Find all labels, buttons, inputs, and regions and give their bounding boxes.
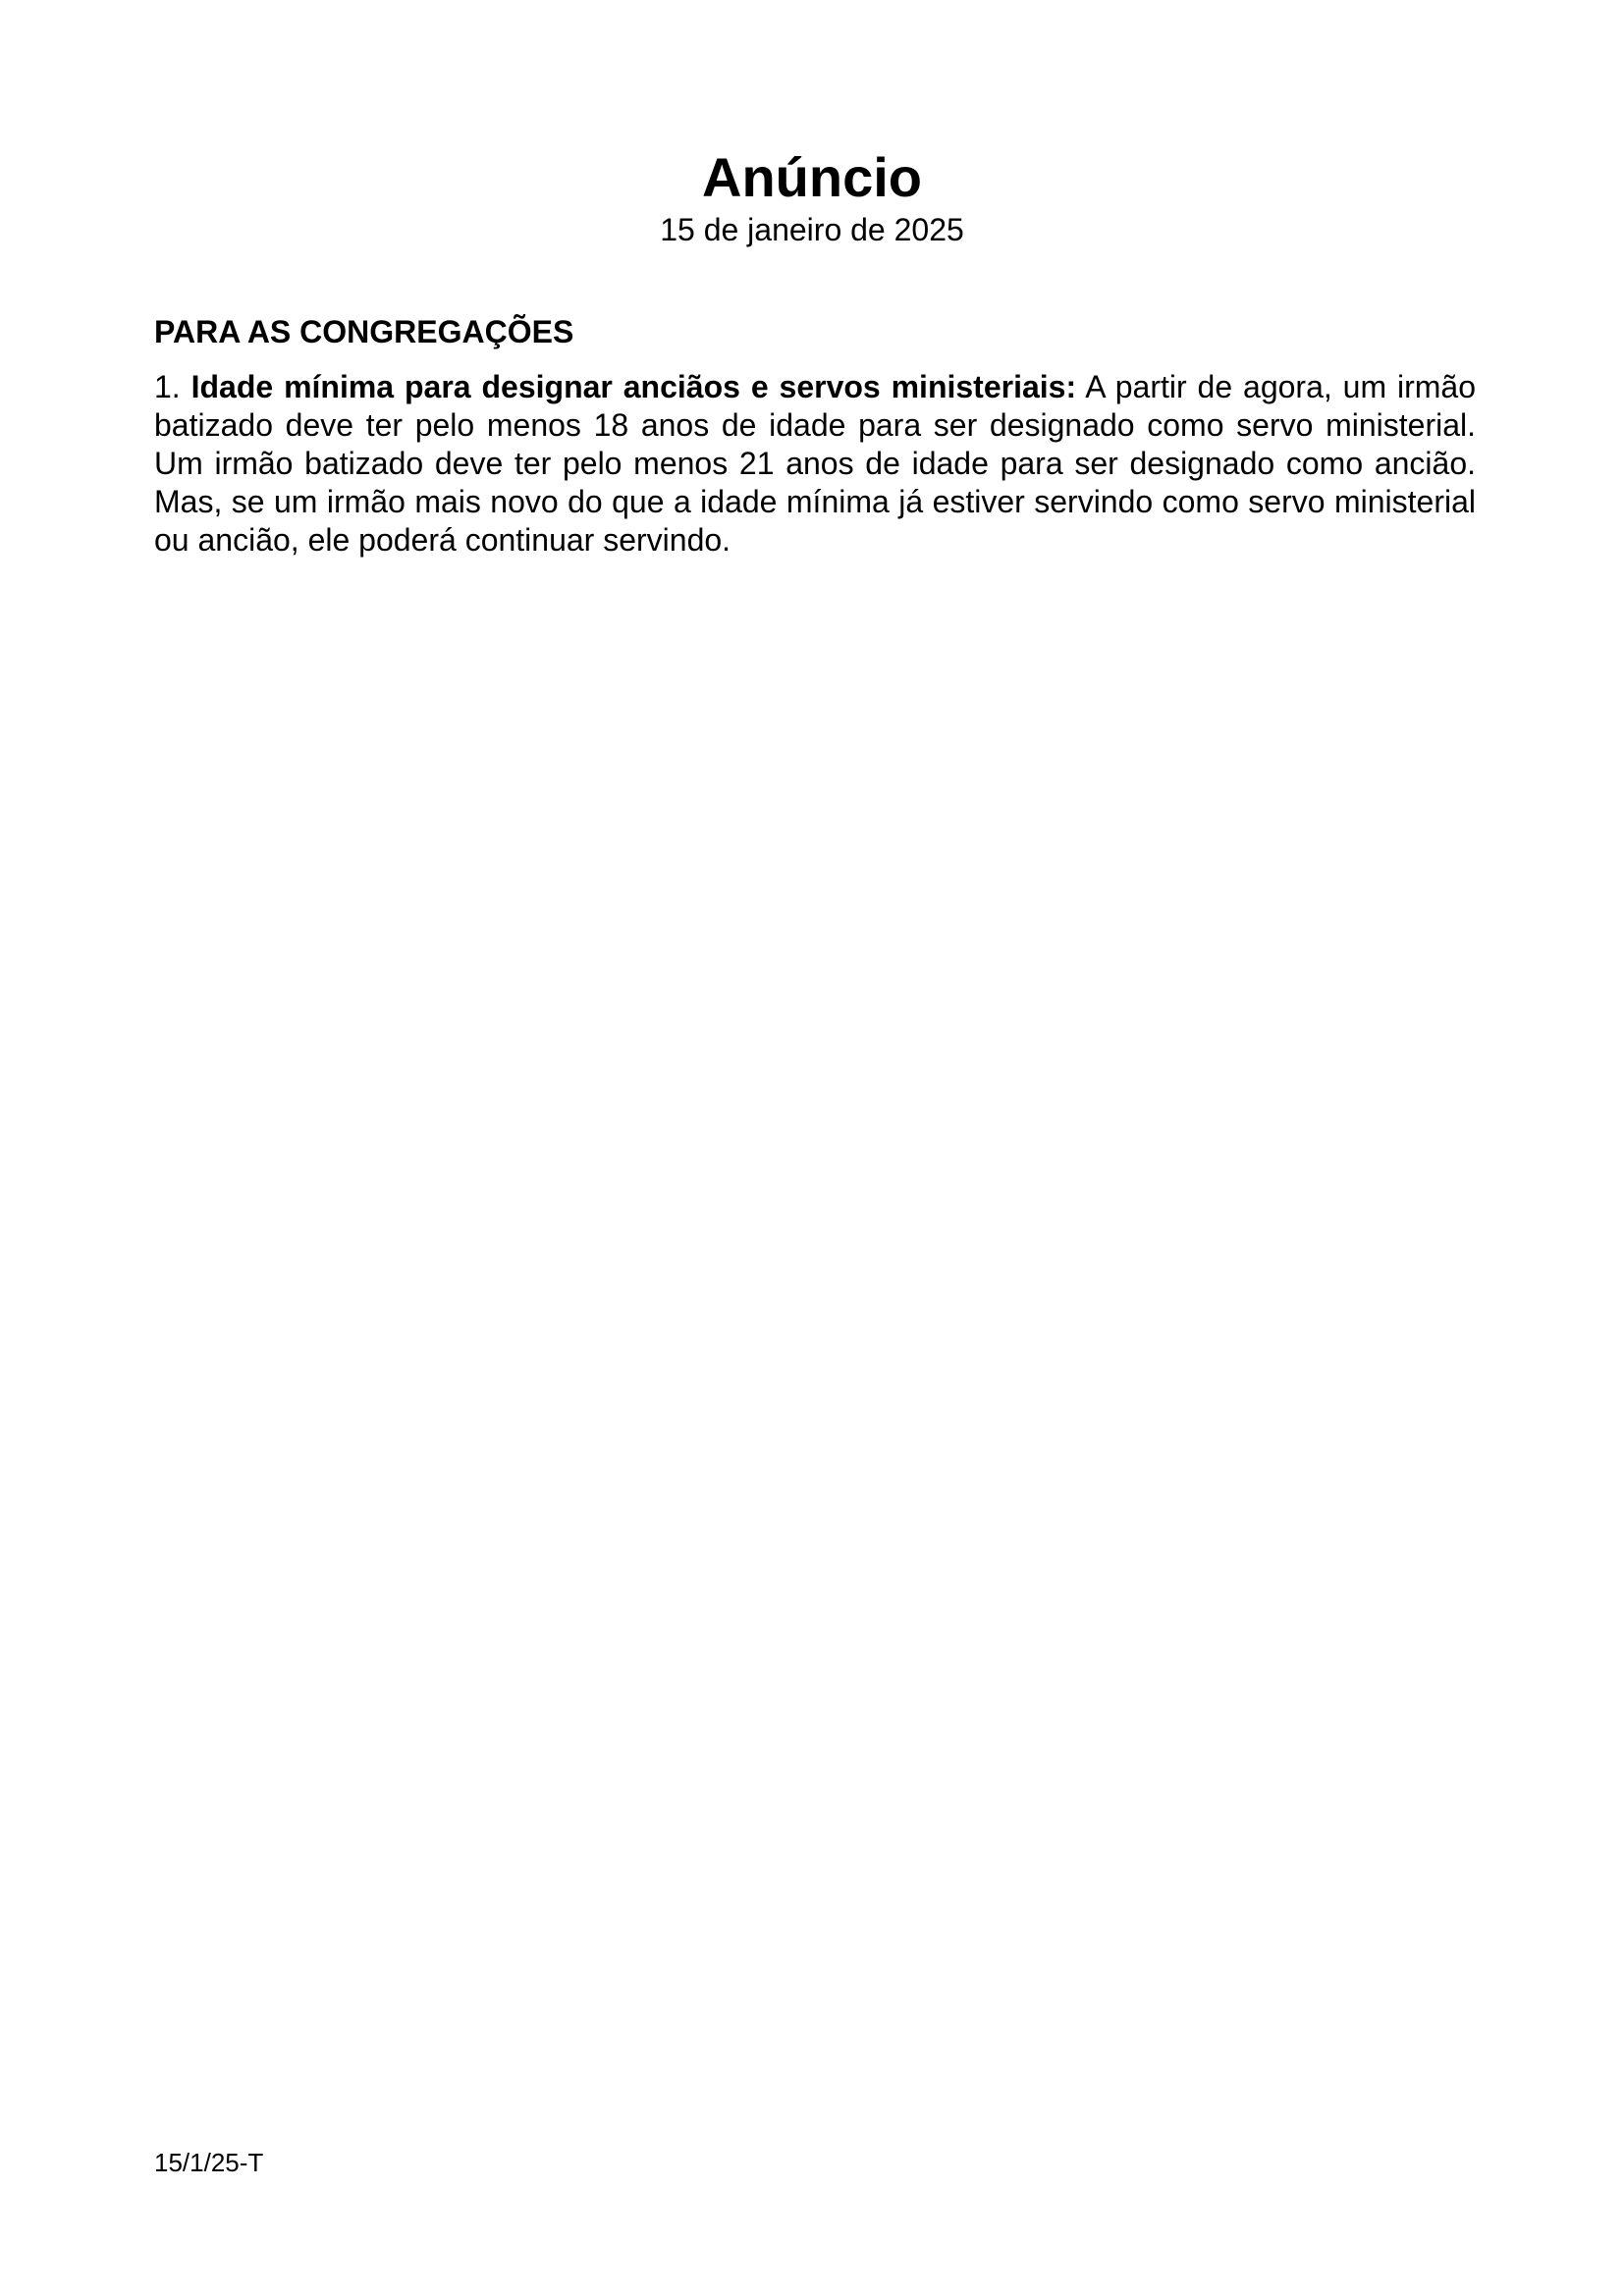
- section-heading: PARA AS CONGREGAÇÕES: [154, 314, 574, 349]
- page-date: 15 de janeiro de 2025: [660, 212, 964, 247]
- item-bold-lead: Idade mínima para designar anciãos e servos ministeriais:: [190, 369, 1077, 404]
- page-title: Anúncio: [702, 146, 922, 208]
- footer-code: 15/1/25-T: [154, 2148, 264, 2177]
- item-number: 1.: [154, 369, 181, 404]
- announcement-item: [154, 368, 1476, 560]
- item-text: A partir de agora, um irmão batizado deve ter pelo menos 18 anos de idade para ser designado como servo ministerial. Um irmão batizado deve ter pelo menos 21 anos de idade para ser designado como ancião. Mas, se um irmão mais novo do que a idade mínima já estiver servindo como servo ministerial ou ancião, ele poderá continuar servindo.: [154, 369, 1477, 558]
